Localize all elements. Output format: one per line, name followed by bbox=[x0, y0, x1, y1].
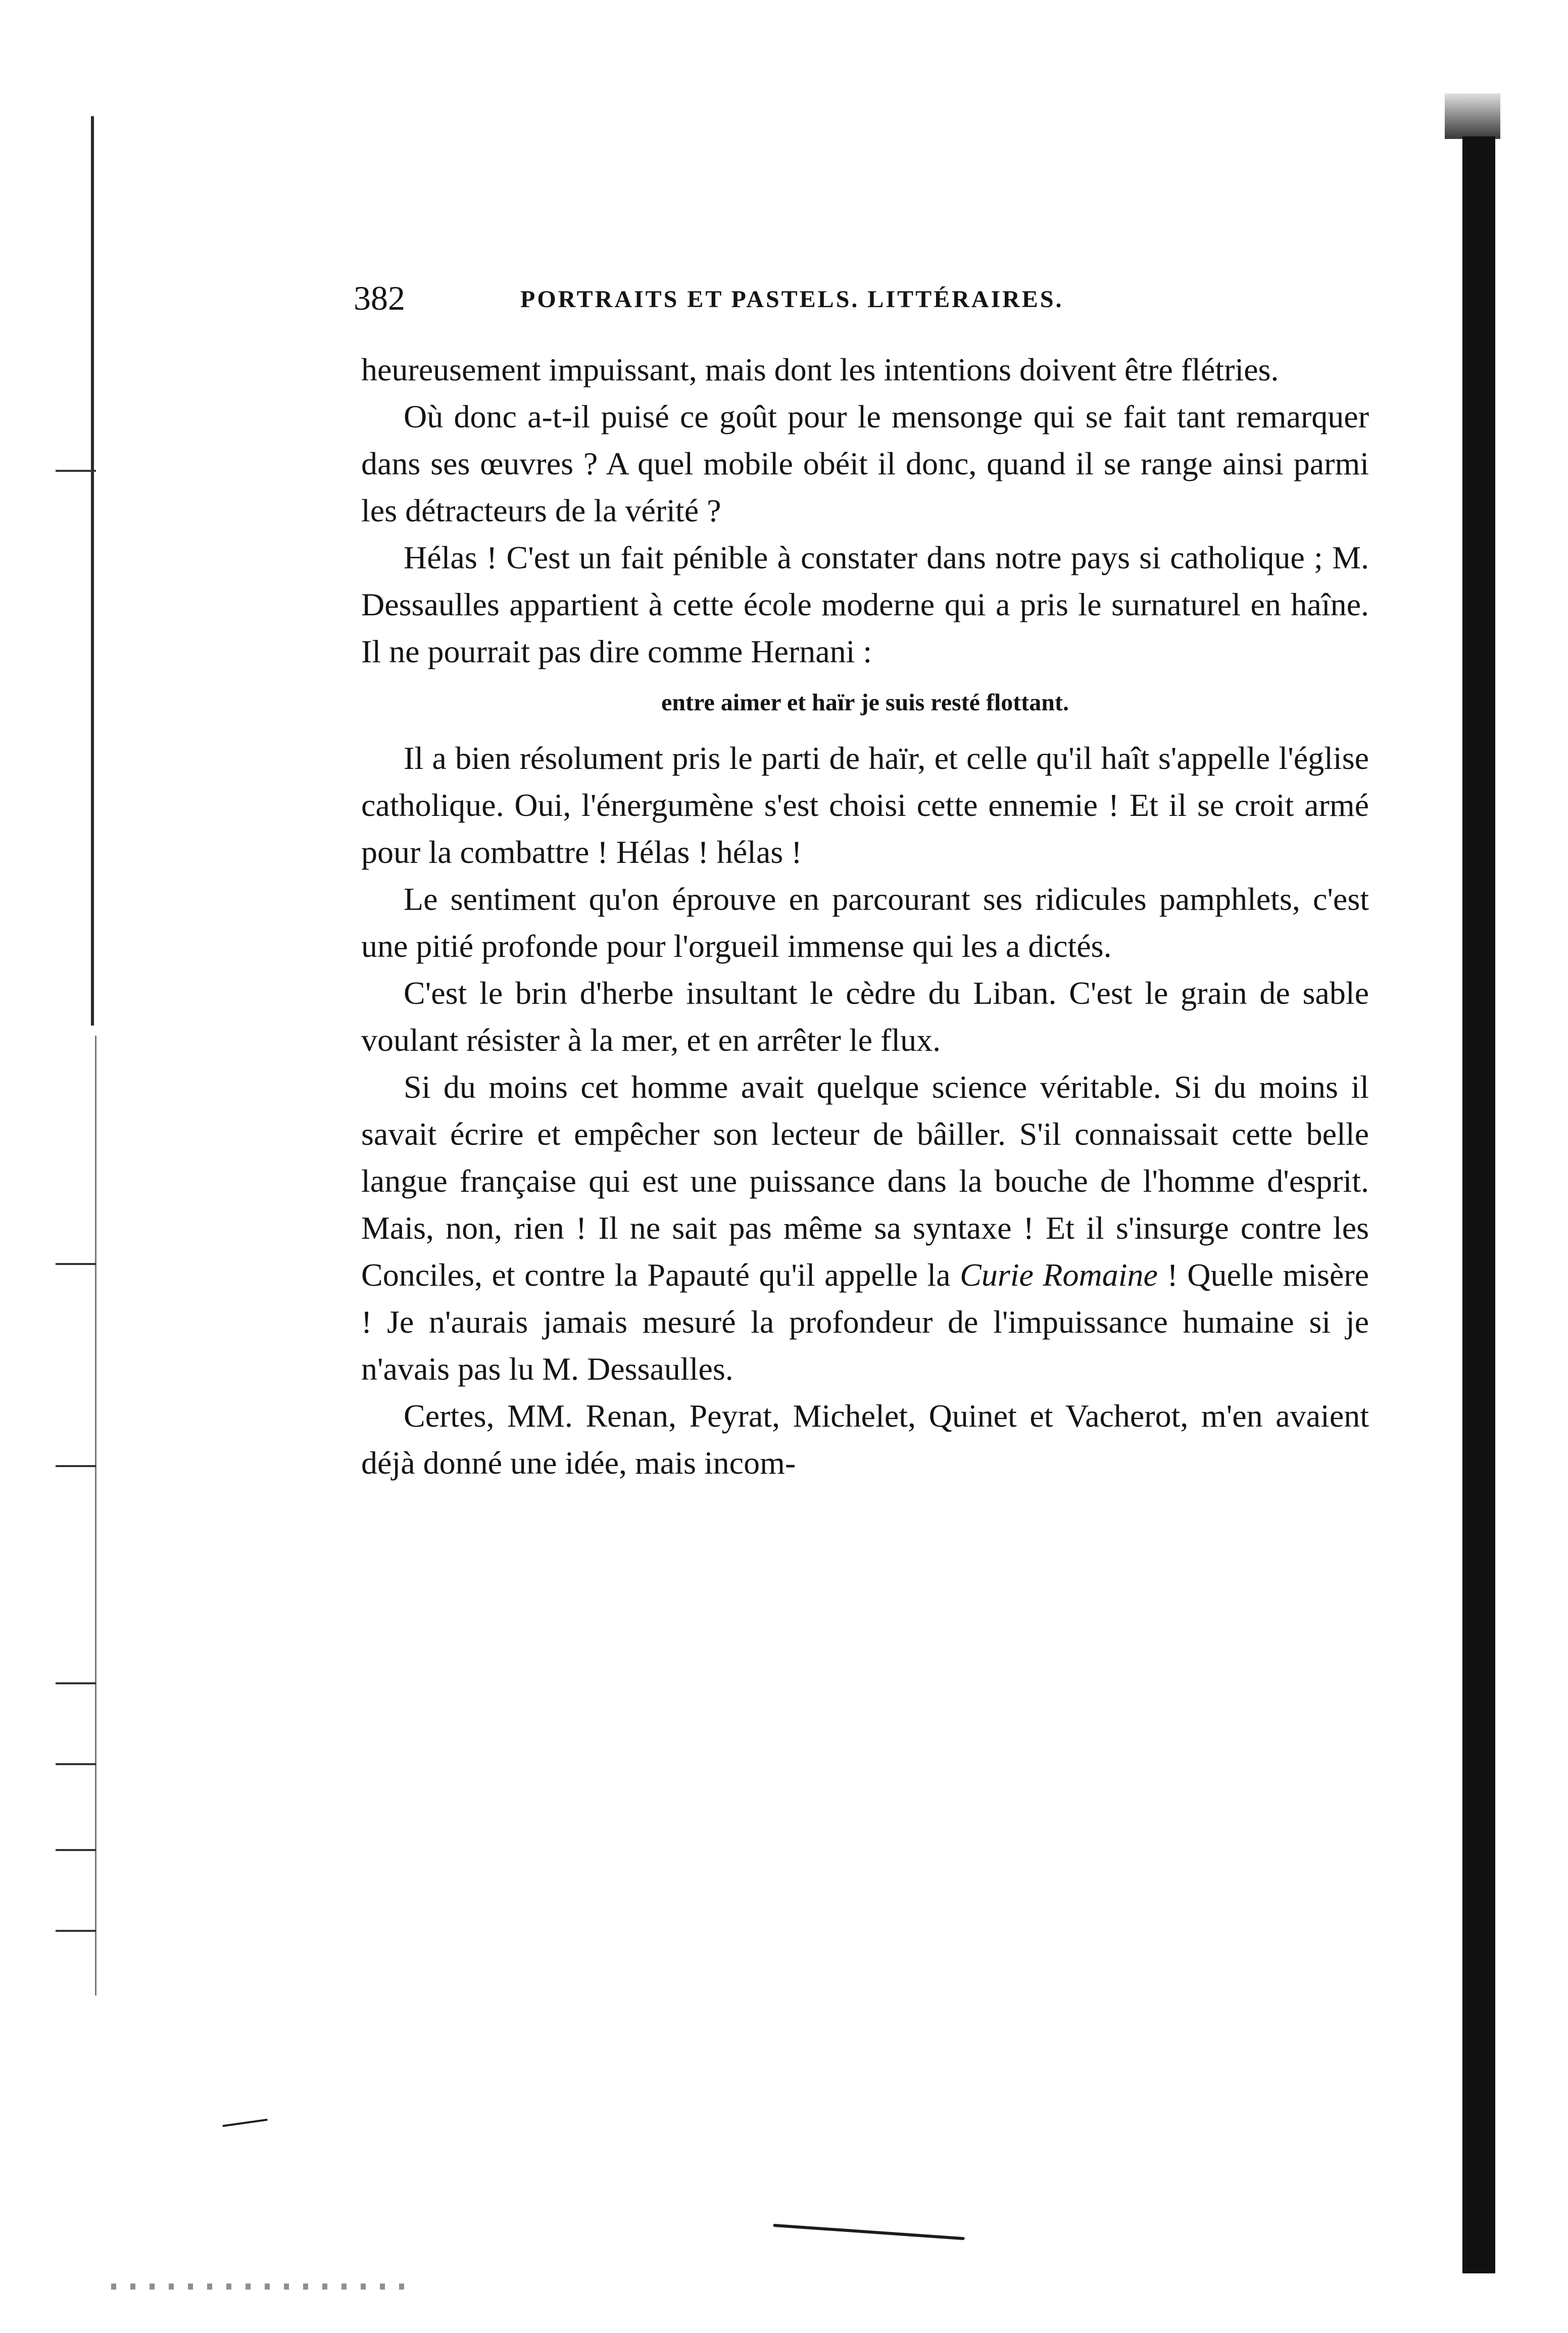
paragraph: C'est le brin d'herbe insultant le cèdre du Liban. C'est le grain de sable voulant résister à la mer, et en arrêter le flux. bbox=[361, 975, 1369, 1058]
scan-edge-bar bbox=[1462, 136, 1495, 2273]
scan-margin-tick bbox=[56, 1682, 96, 1684]
scan-margin-tick bbox=[56, 1930, 96, 1932]
page-number: 382 bbox=[354, 279, 405, 317]
running-title: PORTRAITS ET PASTELS. LITTÉRAIRES. bbox=[520, 286, 1064, 313]
scan-edge-shadow bbox=[1445, 93, 1500, 139]
paragraph-text: Si du moins cet homme avait quelque science véritable. Si du moins il savait écrire et empêcher son lecteur de bâiller. S'il connaissait cette belle langue française qui est une puissance dans la bouche de l'homme d'esprit. Mais, non, rien ! Il ne sait pas même sa syntaxe ! Et il s'insurge contre les Conciles, et contre la Papauté qu'il appelle la bbox=[361, 1069, 1369, 1293]
scan-margin-tick bbox=[56, 1763, 96, 1765]
italic-term: Curie Romaine bbox=[960, 1257, 1158, 1293]
scan-margin-line bbox=[91, 116, 94, 1026]
body-text bbox=[361, 346, 1369, 1486]
paragraph bbox=[361, 1063, 1369, 1392]
scan-margin-tick bbox=[56, 1263, 96, 1265]
scan-specks bbox=[111, 2283, 414, 2290]
paragraph: Hélas ! C'est un fait pénible à constater dans notre pays si catholique ; M. Dessaulles appartient à cette école moderne qui a pris le surnaturel en haîne. Il ne pourrait pas dire comme Hernani : bbox=[361, 540, 1369, 669]
paragraph: Où donc a-t-il puisé ce goût pour le mensonge qui se fait tant remarquer dans ses œuvres ? A quel mobile obéit il donc, quand il se range ainsi parmi les détracteurs de la vérité ? bbox=[361, 399, 1369, 528]
page-header bbox=[354, 275, 1394, 321]
paragraph: Certes, MM. Renan, Peyrat, Michelet, Quinet et Vacherot, m'en avaient déjà donné une idée, mais incom- bbox=[361, 1398, 1369, 1481]
paragraph: Le sentiment qu'on éprouve en parcourant ses ridicules pamphlets, c'est une pitié profonde pour l'orgueil immense qui les a dictés. bbox=[361, 881, 1369, 964]
scan-scratch bbox=[222, 2119, 268, 2127]
paragraph-text: ! Quelle misère ! Je n'aurais jamais mesuré la profondeur de l'impuissance humaine si je n'avais pas lu M. Dessaulles. bbox=[361, 1257, 1369, 1387]
scan-margin-tick bbox=[56, 1465, 96, 1467]
verse-quotation: entre aimer et haïr je suis resté flottant. bbox=[661, 689, 1069, 716]
scan-scratch bbox=[773, 2224, 964, 2240]
scan-margin-line-lower bbox=[95, 1036, 96, 1996]
scan-margin-tick bbox=[56, 470, 96, 472]
paragraph: heureusement impuissant, mais dont les intentions doivent être flétries. bbox=[361, 352, 1279, 387]
paragraph: Il a bien résolument pris le parti de haïr, et celle qu'il haît s'appelle l'église catholique. Oui, l'énergumène s'est choisi cette ennemie ! Et il se croit armé pour la combattre ! Hélas ! hélas ! bbox=[361, 740, 1369, 870]
scan-margin-tick bbox=[56, 1849, 96, 1851]
